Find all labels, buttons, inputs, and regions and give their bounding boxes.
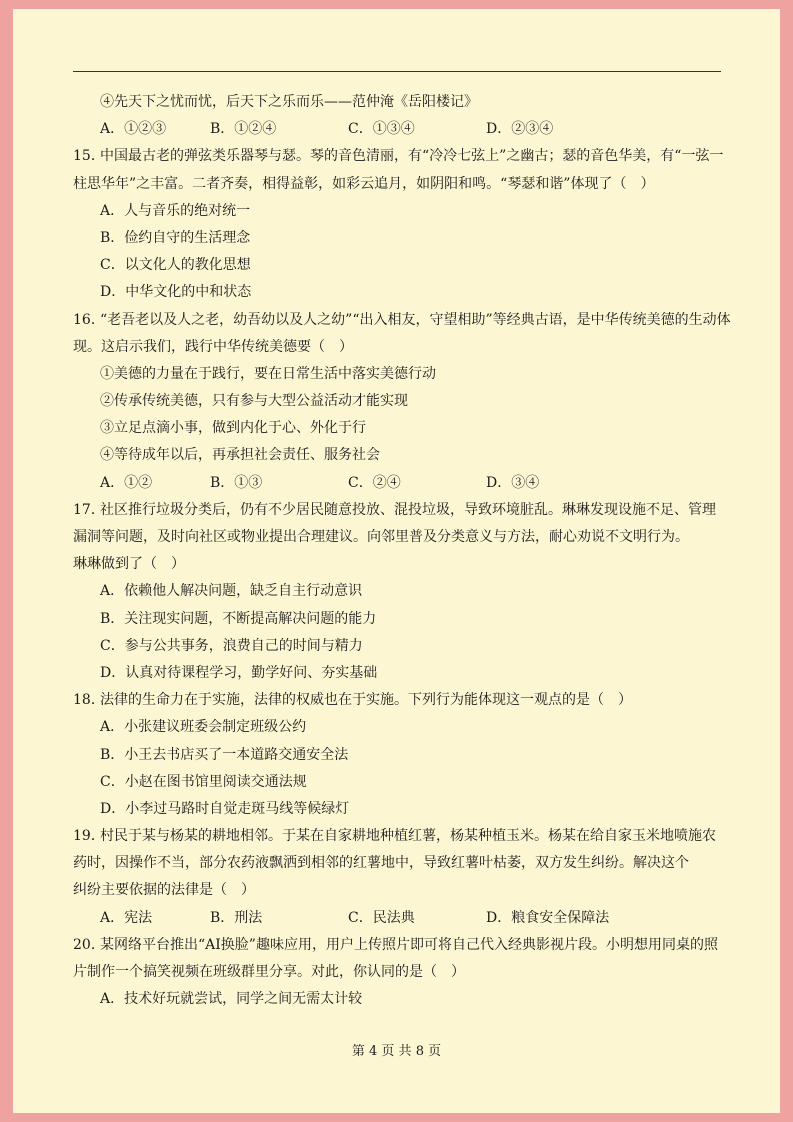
q17-option-d: D．认真对待课程学习，勤学好问、夯实基础 bbox=[100, 664, 378, 681]
q17-stem-line-1: 17．社区推行垃圾分类后，仍有不少居民随意投放、混投垃圾，导致环境脏乱。琳琳发现设施不足、管理 bbox=[73, 497, 733, 524]
q15-stem-line-2: 柱思华年”之丰富。二者齐奏，相得益彰，如彩云追月，如阴阳和鸣。“琴瑟和谐”体现了（ ） bbox=[73, 175, 655, 192]
q20-stem-line-1: 20．某网络平台推出“AI换脸”趣味应用，用户上传照片即可将自己代入经典影视片段。小明想用同桌的照 bbox=[73, 932, 733, 959]
q16-item-2: ②传承传统美德，只有参与大型公益活动才能实现 bbox=[100, 393, 408, 410]
q20-number: 20． bbox=[73, 936, 105, 953]
q19-option-d: D．粮食安全保障法 bbox=[486, 909, 610, 926]
q16-option-b: B．①③ bbox=[210, 474, 263, 491]
q16-number: 16． bbox=[73, 311, 105, 328]
q16-item-4: ④等待成年以后，再承担社会责任、服务社会 bbox=[100, 447, 380, 464]
q15-option-b: B．俭约自守的生活理念 bbox=[100, 229, 251, 246]
q17-number: 17． bbox=[73, 501, 105, 518]
q15-option-d: D．中华文化的中和状态 bbox=[100, 284, 252, 301]
q15-stem-line-1: 15．中国最古老的弹弦类乐器琴与瑟。琴的音色清丽，有“冷冷七弦上”之幽古；瑟的音色华美，有“一弦一 bbox=[73, 143, 733, 170]
q19-options bbox=[73, 905, 733, 932]
q16-option-d: D．③④ bbox=[486, 474, 540, 491]
q18-option-c: C．小赵在图书馆里阅读交通法规 bbox=[100, 773, 307, 790]
q17-option-a: A．依赖他人解决问题，缺乏自主行动意识 bbox=[100, 583, 363, 600]
q16-option-c: C．②④ bbox=[348, 474, 401, 491]
q14-item-4: ④先天下之忧而忧，后天下之乐而乐——范仲淹《岳阳楼记》 bbox=[100, 94, 478, 110]
q20-stem-line-2: 片制作一个搞笑视频在班级群里分享。对此，你认同的是（ ） bbox=[73, 964, 465, 980]
q19-stem-line-3: 纠纷主要依据的法律是（ ） bbox=[73, 882, 255, 899]
q16-options bbox=[73, 470, 733, 497]
q19-option-c: C．民法典 bbox=[348, 909, 415, 926]
q16-stem-line-2: 现。这启示我们，践行中华传统美德要（ ） bbox=[73, 338, 353, 355]
q17-stem-line-2: 漏洞等问题，及时向社区或物业提出合理建议。向邻里普及分类意义与方法，耐心劝说不文明行为。 bbox=[73, 529, 689, 545]
q19-option-a: A．宪法 bbox=[100, 909, 153, 926]
page-content bbox=[73, 89, 733, 1013]
q18-option-b: B．小王去书店买了一本道路交通安全法 bbox=[100, 746, 349, 763]
q16-item-1: ①美德的力量在于践行，要在日常生活中落实美德行动 bbox=[100, 365, 436, 382]
q19-stem-line-1: 19．村民于某与杨某的耕地相邻。于某在自家耕地种植红薯，杨某种植玉米。杨某在给自家玉米地喷施农 bbox=[73, 823, 733, 850]
q14-option-a: A．①②③ bbox=[100, 121, 167, 138]
page-footer: 第 4 页 共 8 页 bbox=[351, 1044, 442, 1059]
q18-stem-line-1: 18．法律的生命力在于实施，法律的权威也在于实施。下列行为能体现这一观点的是（ ） bbox=[73, 687, 733, 714]
header-rule bbox=[73, 71, 721, 72]
q16-item-3: ③立足点滴小事，做到内化于心、外化于行 bbox=[100, 420, 366, 437]
q14-options bbox=[73, 116, 733, 143]
q14-option-b: B．①②④ bbox=[210, 121, 277, 138]
q15-number: 15． bbox=[73, 148, 105, 165]
q19-number: 19． bbox=[73, 828, 105, 845]
q17-stem-line-3: 琳琳做到了（ ） bbox=[73, 556, 185, 573]
q16-option-a: A．①② bbox=[100, 474, 153, 491]
q14-option-c: C．①③④ bbox=[348, 121, 415, 138]
q16-stem-line-1: 16．“老吾老以及人之老，幼吾幼以及人之幼”“出入相友，守望相助”等经典古语，是中华传统美德的生动体 bbox=[73, 307, 733, 334]
q18-option-d: D．小李过马路时自觉走斑马线等候绿灯 bbox=[100, 800, 350, 817]
q15-option-a: A．人与音乐的绝对统一 bbox=[100, 202, 251, 219]
q15-option-c: C．以文化人的教化思想 bbox=[100, 257, 251, 274]
q20-option-a: A．技术好玩就尝试，同学之间无需太计较 bbox=[100, 991, 363, 1008]
q19-option-b: B．刑法 bbox=[210, 909, 263, 926]
q18-number: 18． bbox=[73, 692, 105, 709]
q17-option-b: B．关注现实问题，不断提高解决问题的能力 bbox=[100, 610, 377, 627]
q17-option-c: C．参与公共事务，浪费自己的时间与精力 bbox=[100, 637, 363, 654]
exam-page bbox=[13, 9, 780, 1113]
q19-stem-line-2: 药时，因操作不当，部分农药液飘洒到相邻的红薯地中，导致红薯叶枯萎，双方发生纠纷。解决这个 bbox=[73, 855, 689, 872]
q18-option-a: A．小张建议班委会制定班级公约 bbox=[100, 719, 307, 736]
q14-option-d: D．②③④ bbox=[486, 121, 554, 138]
